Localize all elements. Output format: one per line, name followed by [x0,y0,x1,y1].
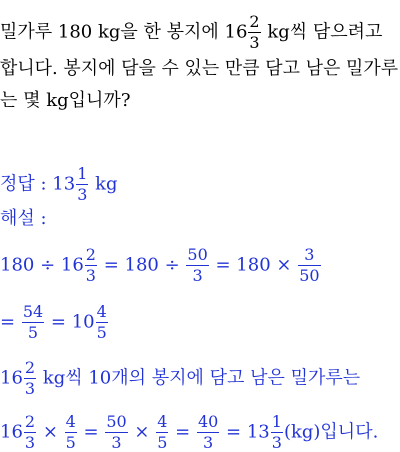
equation-fraction [186,247,208,284]
equation-fraction [22,304,44,341]
problem-text: 밀가루 180 kg을 한 봉지에 16 [0,21,248,43]
equation-fraction [96,304,108,341]
fraction-denominator: 3 [77,185,88,204]
equation-fraction [105,414,127,451]
fraction-denominator: 5 [157,433,168,452]
fraction-numerator: 2 [249,12,260,31]
fraction-denominator: 50 [299,266,320,285]
equation-text: = 180 × [209,254,298,276]
answer-unit: kg [89,173,118,195]
problem-text: kg씩 담으려고 [261,21,383,43]
explanation-line-3 [0,360,360,397]
equation-text: 180 ÷ 16 [0,254,84,276]
equation-fraction [85,247,97,284]
fraction-denominator: 3 [24,433,36,452]
equation-text: = [0,311,21,333]
fraction-denominator: 5 [27,323,39,342]
equation-text: = [77,421,105,443]
equation-fraction [271,414,283,451]
equation-text: = 10 [45,311,95,333]
fraction-numerator: 2 [24,412,36,431]
equation-text: × [37,421,64,443]
fraction-denominator: 3 [271,433,282,452]
equation-fraction [197,414,219,451]
fraction-numerator: 3 [298,247,320,266]
fraction-denominator: 5 [65,433,76,452]
equation-text: kg씩 10개의 봉지에 담고 남은 밀가루는 [37,367,361,389]
equation-fraction [156,414,168,451]
fraction-numerator: 4 [96,302,107,321]
fraction-numerator: 1 [77,164,88,183]
answer-label: 정답 : 13 [0,173,76,195]
equation-text: (kg)입니다. [283,421,379,443]
problem-line-2: 합니다. 봉지에 담을 수 있는 만큼 담고 남은 밀가루 [0,58,399,79]
equation-line-2 [0,304,109,341]
fraction-numerator: 4 [65,412,76,431]
fraction-numerator: 4 [157,412,168,431]
fraction-numerator: 50 [187,245,208,264]
equation-text: = [169,421,196,443]
equation-fraction [24,360,36,397]
fraction-numerator: 54 [22,302,44,321]
problem-line-3: 는 몇 kg입니까? [0,90,131,111]
equation-text: = 180 ÷ [97,254,186,276]
fraction-numerator: 2 [24,358,36,377]
fraction-numerator: 40 [197,412,219,431]
explanation-label: 해설 : [0,208,47,229]
fraction-denominator: 3 [24,379,36,398]
equation-fraction [65,414,77,451]
fraction-denominator: 3 [249,33,260,52]
fraction-denominator: 3 [111,433,122,452]
equation-text: × [128,421,156,443]
equation-fraction [24,414,36,451]
answer-fraction [76,166,88,203]
fraction-denominator: 3 [192,266,203,285]
equation-text: 16 [0,421,23,443]
problem-line-1 [0,14,382,51]
equation-text: = 13 [220,421,270,443]
equation-text: 16 [0,367,23,389]
fraction-denominator: 3 [85,266,96,285]
equation-fraction [298,247,320,284]
fraction-numerator: 50 [106,412,127,431]
mixed-fraction [248,14,260,51]
fraction-denominator: 5 [96,323,107,342]
fraction-numerator: 1 [271,412,282,431]
fraction-denominator: 3 [203,433,214,452]
answer-line [0,166,118,203]
fraction-numerator: 2 [85,245,96,264]
equation-line-1 [0,247,322,284]
equation-line-4 [0,414,378,451]
